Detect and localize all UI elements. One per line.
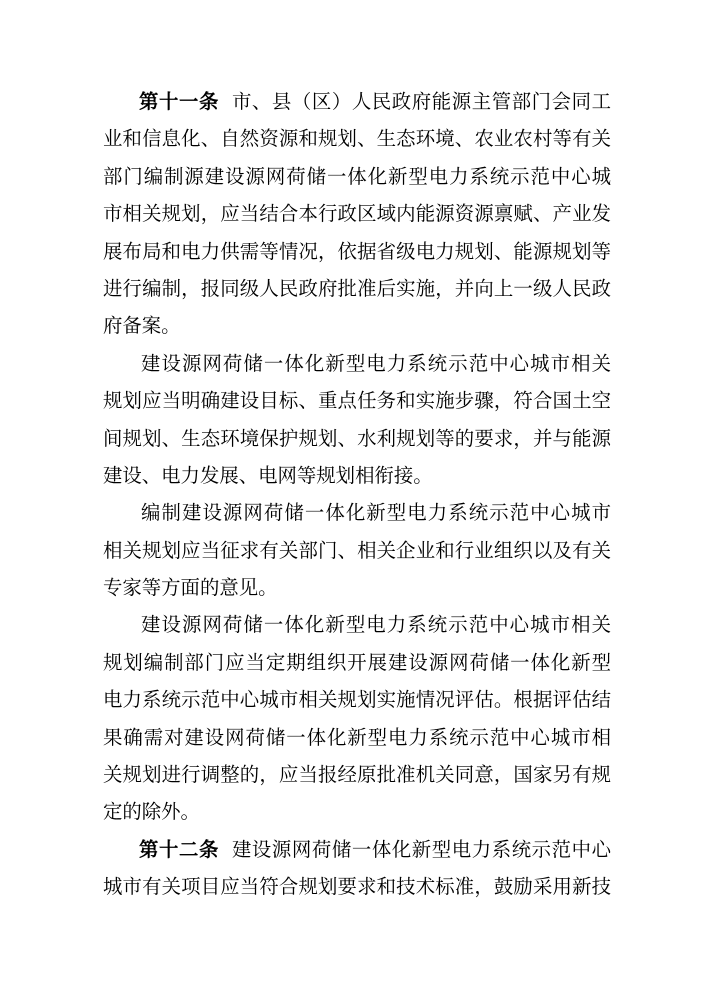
article-number: 第十二条	[139, 838, 219, 861]
text-line: 部门编制源建设源网荷储一体化新型电力系统示范中心城	[103, 165, 611, 188]
text-line: 建设源网荷储一体化新型电力系统示范中心城市相关	[141, 614, 611, 637]
text-line: 城市有关项目应当符合规划要求和技术标准，鼓励采用新技	[103, 876, 611, 899]
paragraph-article-12	[103, 832, 611, 907]
paragraph-planning-requirements	[103, 346, 611, 496]
text-line: 间规划、生态环境保护规划、水利规划等的要求，并与能源	[103, 427, 611, 450]
text-line: 关规划进行调整的，应当报经原批准机关同意，国家另有规	[103, 764, 611, 787]
text-line: 编制建设源网荷储一体化新型电力系统示范中心城市	[141, 502, 611, 525]
paragraph-consultation	[103, 495, 611, 607]
document-body	[103, 84, 611, 907]
text-line: 展布局和电力供需等情况，依据省级电力规划、能源规划等	[103, 240, 611, 263]
text-line: 专家等方面的意见。	[103, 577, 278, 600]
text-line: 业和信息化、自然资源和规划、生态环境、农业农村等有关	[103, 128, 611, 151]
text-line: 电力系统示范中心城市相关规划实施情况评估。根据评估结	[103, 689, 611, 712]
article-number: 第十一条	[139, 91, 219, 113]
text-line: 府备案。	[103, 315, 181, 338]
text-line: 果确需对建设网荷储一体化新型电力系统示范中心城市相	[103, 726, 611, 749]
text-line: 市相关规划，应当结合本行政区域内能源资源禀赋、产业发	[103, 203, 611, 226]
text-line: 进行编制，报同级人民政府批准后实施，并向上一级人民政	[103, 277, 611, 300]
text-line	[103, 832, 611, 869]
text-line: 建设源网荷储一体化新型电力系统示范中心城市相关	[141, 352, 611, 375]
text-segment: 市、县（区）人民政府能源主管部门会同工	[231, 91, 611, 113]
text-line: 相关规划应当征求有关部门、相关企业和行业组织以及有关	[103, 539, 611, 562]
text-line: 建设、电力发展、电网等规划相衔接。	[103, 464, 433, 487]
text-line: 规划编制部门应当定期组织开展建设源网荷储一体化新型	[103, 651, 611, 674]
paragraph-article-11	[103, 84, 611, 346]
text-segment: 建设源网荷储一体化新型电力系统示范中心	[231, 838, 611, 861]
paragraph-evaluation	[103, 607, 611, 831]
text-line: 规划应当明确建设目标、重点任务和实施步骤，符合国土空	[103, 390, 611, 413]
text-line: 定的除外。	[103, 801, 200, 824]
text-line	[103, 84, 611, 121]
